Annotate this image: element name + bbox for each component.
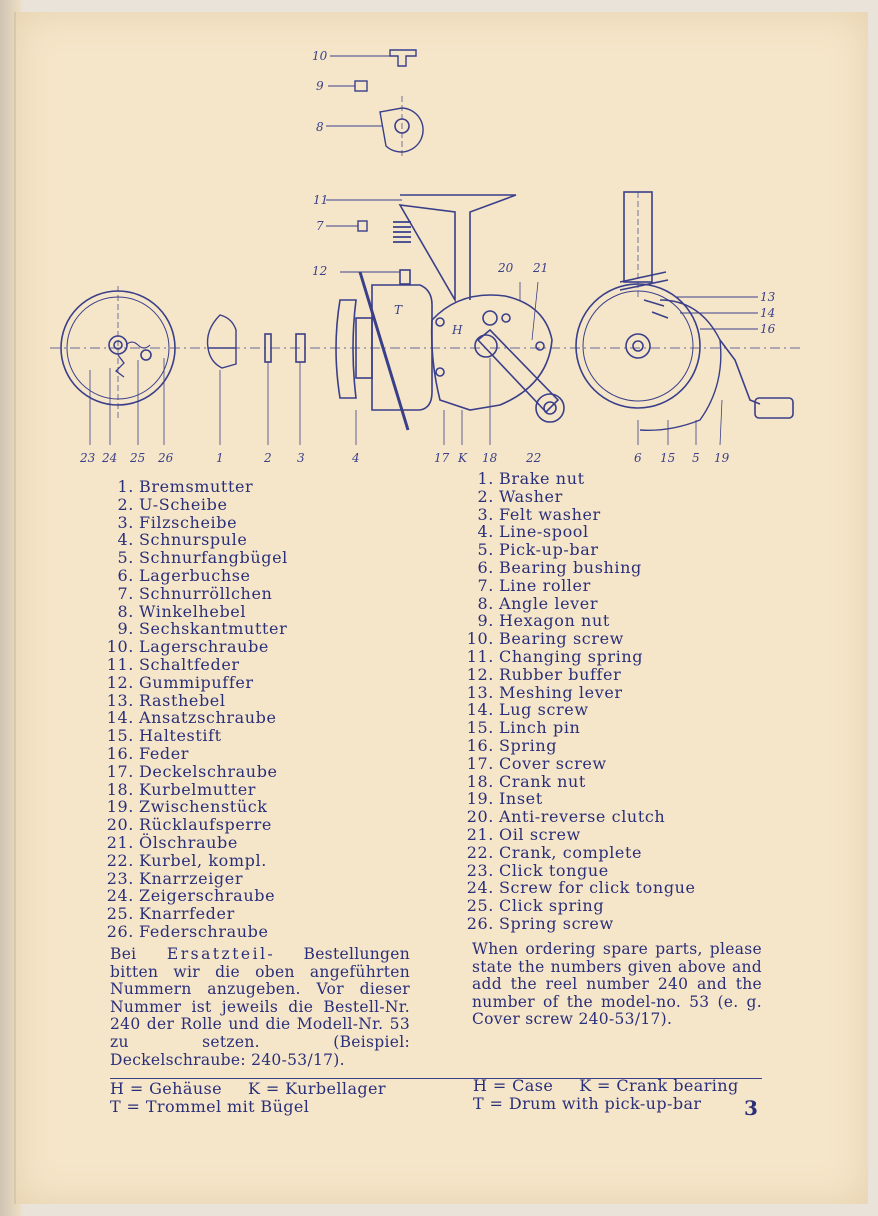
part-item (98, 638, 288, 656)
part-number: 8. (117, 601, 134, 621)
part-item (98, 727, 288, 745)
part-11-7-drawing (326, 200, 411, 242)
part-item (98, 834, 288, 852)
part-number: 16. (466, 735, 494, 755)
part-number: 10. (466, 629, 494, 649)
part-name: Pick-up-bar (499, 540, 599, 560)
label-17: 17 (434, 451, 450, 465)
label-25: 25 (130, 451, 146, 465)
legend-en-k: K = Crank bearing (579, 1076, 739, 1095)
part-number: 17. (106, 761, 134, 781)
part-number: 20. (106, 815, 134, 835)
part-item (98, 549, 288, 567)
part-number: 3. (477, 504, 494, 524)
part-name: Bearing screw (499, 629, 624, 649)
part-item (458, 559, 696, 577)
part-item (458, 737, 696, 755)
part-item (458, 701, 696, 719)
label-4: 4 (352, 451, 360, 465)
part-number: 19. (106, 797, 134, 817)
part-number: 12. (466, 664, 494, 684)
part-number: 21. (106, 832, 134, 852)
part-name: Line roller (499, 575, 591, 595)
part-name: Hexagon nut (499, 611, 610, 631)
part-number: 5. (477, 540, 494, 560)
part-number: 13. (106, 690, 134, 710)
part-item (98, 656, 288, 674)
part-number: 9. (117, 619, 134, 639)
part-name: Spring screw (499, 913, 614, 933)
label-23: 23 (80, 451, 96, 465)
part-number: 18. (466, 771, 494, 791)
part-number: 15. (466, 718, 494, 738)
part-item (98, 816, 288, 834)
part-name: Anti-reverse clutch (499, 807, 666, 827)
part-name: Linch pin (499, 718, 581, 738)
label-h: H (452, 323, 463, 337)
part-number: 21. (466, 824, 494, 844)
part-name: Gummipuffer (139, 672, 254, 692)
part-item (98, 692, 288, 710)
legend-de-k: K = Kurbellager (248, 1079, 386, 1098)
click-disc-drawing (61, 286, 175, 445)
label-16: 16 (760, 322, 776, 336)
part-name: Spring (499, 735, 558, 755)
part-number: 5. (117, 548, 134, 568)
part-number: 17. (466, 753, 494, 773)
label-k: K (458, 451, 467, 465)
legend-en (473, 1077, 739, 1113)
part-number: 2. (477, 486, 494, 506)
label-6: 6 (634, 451, 642, 465)
part-name: Screw for click tongue (499, 878, 696, 898)
part-name: Sechskantmutter (139, 619, 288, 639)
part-number: 14. (466, 700, 494, 720)
label-18: 18 (482, 451, 498, 465)
part-item (458, 719, 696, 737)
part-number: 22. (106, 850, 134, 870)
part-name: Line-spool (499, 522, 589, 542)
label-21: 21 (533, 261, 549, 275)
part-name: Zeigerschraube (139, 886, 276, 906)
part-number: 16. (106, 743, 134, 763)
part-name: U-Scheibe (139, 494, 228, 514)
part-item (458, 826, 696, 844)
part-number: 13. (466, 682, 494, 702)
part-item (98, 514, 288, 532)
legend-de (110, 1080, 386, 1116)
part-number: 26. (466, 913, 494, 933)
part-number: 7. (117, 583, 134, 603)
part-number: 23. (466, 860, 494, 880)
part-item (458, 595, 696, 613)
label-7: 7 (316, 219, 324, 233)
part-number: 15. (106, 726, 134, 746)
label-2: 2 (264, 451, 272, 465)
part-10-drawing (330, 50, 416, 66)
part-number: 1. (477, 469, 494, 488)
ordering-note-de (110, 946, 410, 1069)
part-item (98, 852, 288, 870)
part-name: Haltestift (139, 726, 222, 746)
part-name: Feder (139, 743, 190, 763)
part-number: 7. (477, 575, 494, 595)
part-item (98, 709, 288, 727)
label-22: 22 (526, 451, 542, 465)
part-name: Bearing bushing (499, 557, 642, 577)
legend-en-h: H = Case (473, 1076, 554, 1095)
english-parts-list (458, 470, 696, 933)
part-8-drawing (326, 96, 423, 156)
part-name: Knarrzeiger (139, 868, 244, 888)
part-item (458, 915, 696, 933)
label-5: 5 (692, 451, 700, 465)
part-item (98, 603, 288, 621)
part-item (458, 541, 696, 559)
part-item (458, 612, 696, 630)
legend-de-h: H = Gehäuse (110, 1079, 223, 1098)
part-item (98, 905, 288, 923)
part-item (98, 798, 288, 816)
part-number: 6. (477, 557, 494, 577)
part-item (98, 887, 288, 905)
part-item (458, 630, 696, 648)
label-t: T (394, 303, 403, 317)
part-item (98, 745, 288, 763)
part-name: Oil screw (499, 824, 581, 844)
part-number: 8. (477, 593, 494, 613)
label-1: 1 (216, 451, 224, 465)
part-name: Bremsmutter (139, 477, 254, 496)
part-item (98, 478, 288, 496)
part-name: Ölschraube (139, 832, 238, 852)
part-name: Winkelhebel (139, 601, 247, 621)
part-item (458, 684, 696, 702)
label-12: 12 (312, 264, 328, 278)
ordering-de-rest: - Bestellungen bitten wir die oben angeführten Nummern anzugeben. Vor dieser Nummer ist jeweils die Bestell-Nr. 240 der Rolle und die Modell-Nr. 53 zu setzen. (Beispiel: Deckelschraube: 240-53/17). (110, 945, 410, 1069)
part-name: Felt washer (499, 504, 601, 524)
label-24: 24 (102, 451, 118, 465)
part-item (98, 496, 288, 514)
ordering-note-en: When ordering spare parts, please state the numbers given above and add the reel number 240 and the number of the model-no. 53 (e. g. Cover screw 240-53/17). (472, 940, 762, 1029)
legend-de-t: T = Trommel mit Bügel (110, 1097, 310, 1116)
part-number: 2. (117, 494, 134, 514)
part-name: Crank, complete (499, 842, 643, 862)
part-name: Washer (499, 486, 563, 506)
part-name: Rücklaufsperre (139, 815, 272, 835)
part-item (458, 648, 696, 666)
part-number: 9. (477, 611, 494, 631)
part-name: Schnurfangbügel (139, 548, 288, 568)
part-name: Zwischenstück (139, 797, 268, 817)
label-8: 8 (316, 120, 324, 134)
part-name: Click tongue (499, 860, 609, 880)
ordering-de-spaced: Ersatzteil (166, 945, 268, 963)
part-name: Click spring (499, 896, 605, 916)
part-item (458, 755, 696, 773)
part-number: 4. (477, 522, 494, 542)
part-item (98, 531, 288, 549)
ordering-de-lead: Bei (110, 945, 137, 963)
part-name: Schnurspule (139, 530, 248, 550)
part-3-drawing (296, 334, 305, 445)
label-10: 10 (312, 49, 328, 63)
part-number: 24. (466, 878, 494, 898)
part-number: 14. (106, 708, 134, 728)
part-item (98, 923, 288, 941)
label-20: 20 (498, 261, 514, 275)
part-item (458, 523, 696, 541)
part-name: Lug screw (499, 700, 589, 720)
part-name: Meshing lever (499, 682, 623, 702)
part-item (458, 773, 696, 791)
part-2-drawing (265, 334, 271, 445)
part-number: 18. (106, 779, 134, 799)
part-item (458, 666, 696, 684)
part-name: Lagerschraube (139, 637, 270, 657)
part-number: 11. (106, 654, 134, 674)
part-item (98, 674, 288, 692)
part-name: Ansatzschraube (139, 708, 277, 728)
part-name: Crank nut (499, 771, 586, 791)
part-item (98, 585, 288, 603)
part-9-drawing (328, 81, 367, 91)
label-15: 15 (660, 451, 676, 465)
part-1-drawing (208, 315, 237, 445)
part-number: 11. (466, 646, 494, 666)
label-13: 13 (760, 290, 776, 304)
spool-drum-drawing (336, 270, 432, 445)
part-number: 25. (466, 896, 494, 916)
part-item (458, 488, 696, 506)
part-number: 19. (466, 789, 494, 809)
part-name: Federschraube (139, 921, 269, 941)
part-name: Kurbel, kompl. (139, 850, 267, 870)
part-name: Rasthebel (139, 690, 226, 710)
label-9: 9 (316, 79, 324, 93)
part-number: 4. (117, 530, 134, 550)
part-number: 1. (117, 477, 134, 496)
part-name: Brake nut (499, 469, 585, 488)
part-number: 26. (106, 921, 134, 941)
label-11: 11 (313, 193, 329, 207)
part-number: 25. (106, 904, 134, 924)
page-number: 3 (744, 1096, 758, 1120)
part-name: Schnurröllchen (139, 583, 273, 603)
part-name: Deckelschraube (139, 761, 278, 781)
part-item (458, 506, 696, 524)
part-name: Inset (499, 789, 543, 809)
part-name: Kurbelmutter (139, 779, 257, 799)
part-number: 23. (106, 868, 134, 888)
part-name: Knarrfeder (139, 904, 235, 924)
label-14: 14 (760, 306, 776, 320)
part-name: Lagerbuchse (139, 565, 251, 585)
part-item (458, 808, 696, 826)
legend-en-t: T = Drum with pick-up-bar (473, 1094, 702, 1113)
part-item (98, 763, 288, 781)
part-item (458, 862, 696, 880)
part-number: 12. (106, 672, 134, 692)
part-number: 22. (466, 842, 494, 862)
part-number: 3. (117, 512, 134, 532)
part-name: Schaltfeder (139, 654, 240, 674)
part-name: Filzscheibe (139, 512, 238, 532)
part-name: Rubber buffer (499, 664, 622, 684)
part-item (458, 577, 696, 595)
reel-body-drawing (400, 195, 564, 445)
part-item (458, 879, 696, 897)
part-name: Changing spring (499, 646, 644, 666)
part-number: 10. (106, 637, 134, 657)
part-item (98, 781, 288, 799)
part-name: Cover screw (499, 753, 607, 773)
part-item (98, 620, 288, 638)
part-item (458, 790, 696, 808)
part-item (458, 844, 696, 862)
label-26: 26 (158, 451, 174, 465)
part-item (458, 470, 696, 488)
german-parts-list (98, 478, 288, 941)
part-item (458, 897, 696, 915)
part-item (98, 567, 288, 585)
part-number: 6. (117, 565, 134, 585)
label-19: 19 (714, 451, 730, 465)
part-item (98, 870, 288, 888)
part-number: 20. (466, 807, 494, 827)
label-3: 3 (297, 451, 305, 465)
part-number: 24. (106, 886, 134, 906)
part-name: Angle lever (499, 593, 599, 613)
exploded-reel-diagram (0, 0, 878, 470)
